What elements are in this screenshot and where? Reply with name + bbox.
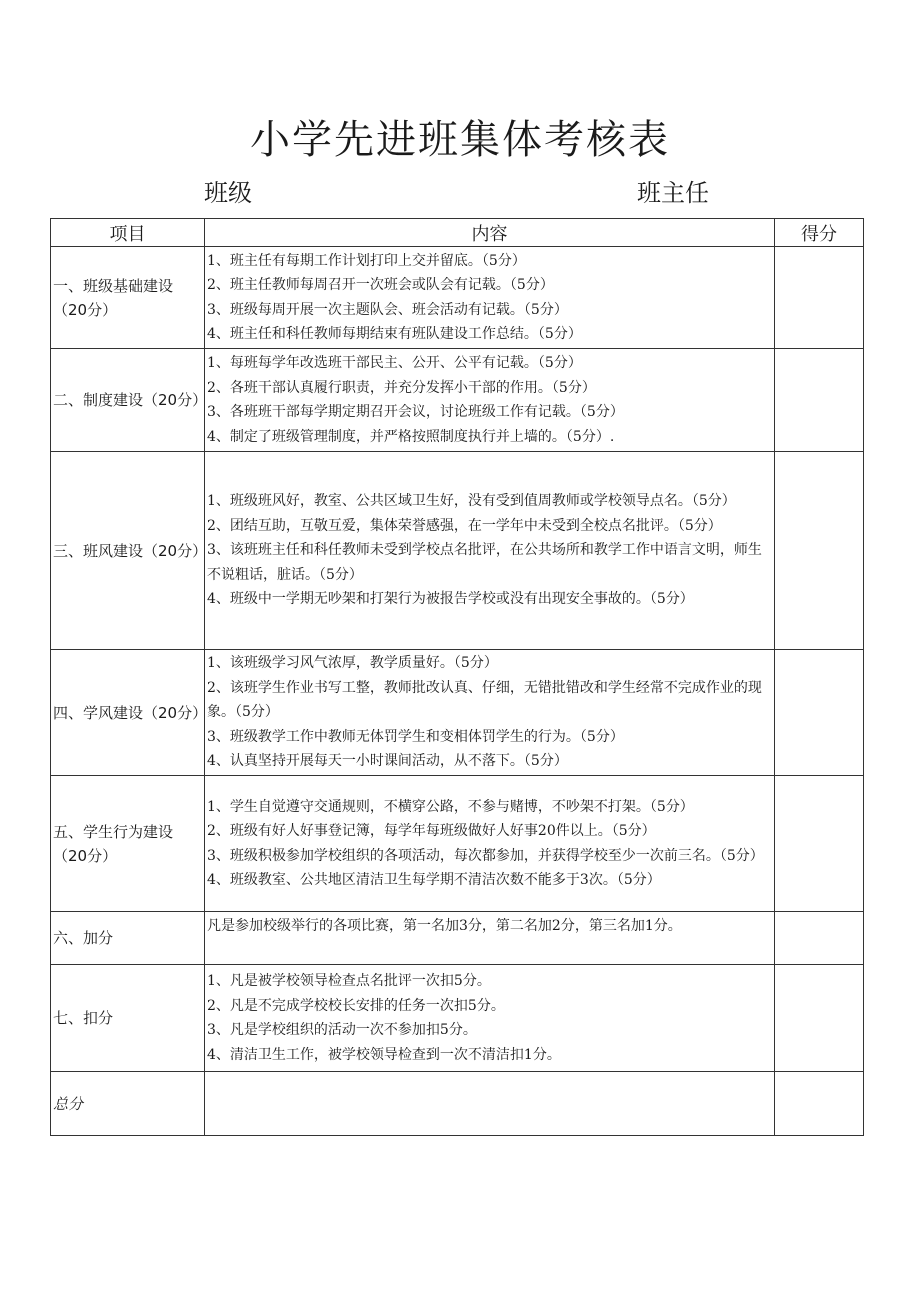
list-item: 4、班级教室、公共地区清洁卫生每学期不清洁次数不能多于3次。（5分） (207, 872, 661, 888)
list-item: 3、各班班干部每学期定期召开会议，讨论班级工作有记载。（5分） (207, 404, 624, 420)
list-item: 凡是参加校级举行的各项比赛，第一名加3分，第二名加2分，第三名加1分。 (207, 918, 682, 934)
list-item: 1、每班每学年改选班干部民主、公开、公平有记载。（5分） (207, 355, 582, 371)
header-score: 得分 (775, 219, 864, 247)
list-item: 4、制定了班级管理制度，并严格按照制度执行并上墙的。（5分）. (207, 428, 615, 445)
table-row (51, 247, 864, 349)
table-row (51, 965, 864, 1072)
total-label: 总分 (51, 1072, 205, 1136)
list-item: 2、团结互助，互敬互爱，集体荣誉感强，在一学年中未受到全校点名批评。（5分） (207, 517, 722, 534)
list-item: 3、班级教学工作中教师无体罚学生和变相体罚学生的行为。（5分） (207, 728, 624, 745)
list-item: 4、班主任和科任教师每期结束有班队建设工作总结。（5分） (207, 326, 582, 342)
list-item: 2、班级有好人好事登记簿，每学年每班级做好人好事20件以上。（5分） (207, 823, 656, 839)
score-cell[interactable] (775, 965, 864, 1072)
list-item: 2、该班学生作业书写工整，教师批改认真、仔细，无错批错改和学生经常不完成作业的现象。（5分） (207, 679, 762, 721)
list-item: 4、清洁卫生工作，被学校领导检查到一次不清洁扣1分。 (207, 1046, 561, 1063)
row-content (205, 912, 775, 965)
table-row (51, 349, 864, 452)
list-item: 3、班级每周开展一次主题队会、班会活动有记载。（5分） (207, 301, 568, 318)
score-cell[interactable] (775, 776, 864, 912)
class-label: 班级 (204, 179, 252, 207)
list-item: 4、认真坚持开展每天一小时课间活动，从不落下。（5分） (207, 753, 568, 770)
list-item: 1、凡是被学校领导检查点名批评一次扣5分。 (207, 973, 491, 989)
row-content (205, 349, 775, 452)
list-item: 3、凡是学校组织的活动一次不参加扣5分。 (207, 1022, 477, 1038)
row-category: 四、学风建设（20分） (51, 650, 205, 776)
score-cell[interactable] (775, 349, 864, 452)
score-cell[interactable] (775, 247, 864, 349)
total-score-cell[interactable] (775, 1072, 864, 1136)
row-category: 三、班风建设（20分） (51, 452, 205, 650)
row-content (205, 965, 775, 1072)
row-category: 二、制度建设（20分） (51, 349, 205, 452)
row-content (205, 247, 775, 349)
list-item: 2、凡是不完成学校校长安排的任务一次扣5分。 (207, 997, 505, 1014)
list-item: 1、该班级学习风气浓厚，教学质量好。（5分） (207, 655, 498, 672)
table-row (51, 1072, 864, 1136)
list-item: 2、各班干部认真履行职责，并充分发挥小干部的作用。（5分） (207, 379, 596, 396)
table-row (51, 452, 864, 650)
list-item: 1、班级班风好，教室、公共区域卫生好，没有受到值周教师或学校领导点名。（5分） (207, 493, 736, 510)
list-item: 3、该班班主任和科任教师未受到学校点名批评，在公共场所和教学工作中语言文明，师生不说粗话，脏话。（5分） (207, 542, 762, 583)
row-content (205, 776, 775, 912)
table-row (51, 912, 864, 965)
row-category: 六、加分 (51, 912, 205, 965)
table-row (51, 776, 864, 912)
header-item: 项目 (51, 219, 205, 247)
list-item: 1、班主任有每期工作计划打印上交并留底。（5分） (207, 252, 526, 269)
teacher-label: 班主任 (637, 179, 709, 207)
list-item: 2、班主任教师每周召开一次班会或队会有记载。（5分） (207, 277, 554, 293)
row-content (205, 452, 775, 650)
assessment-table (50, 218, 864, 1136)
header-content: 内容 (205, 219, 775, 247)
table-row (51, 650, 864, 776)
total-content[interactable] (205, 1072, 775, 1136)
score-cell[interactable] (775, 452, 864, 650)
row-category: 五、学生行为建设（20分） (51, 776, 205, 912)
row-category: 七、扣分 (51, 965, 205, 1072)
list-item: 4、班级中一学期无吵架和打架行为被报告学校或没有出现安全事故的。（5分） (207, 591, 694, 608)
list-item: 1、学生自觉遵守交通规则，不横穿公路，不参与赌博，不吵架不打架。（5分） (207, 798, 694, 815)
score-cell[interactable] (775, 650, 864, 776)
page-title: 小学先进班集体考核表 (250, 117, 670, 163)
row-content (205, 650, 775, 776)
score-cell[interactable] (775, 912, 864, 965)
row-category: 一、班级基础建设（20分） (51, 247, 205, 349)
table-header-row (51, 219, 864, 247)
list-item: 3、班级积极参加学校组织的各项活动，每次都参加，并获得学校至少一次前三名。（5分） (207, 847, 764, 864)
